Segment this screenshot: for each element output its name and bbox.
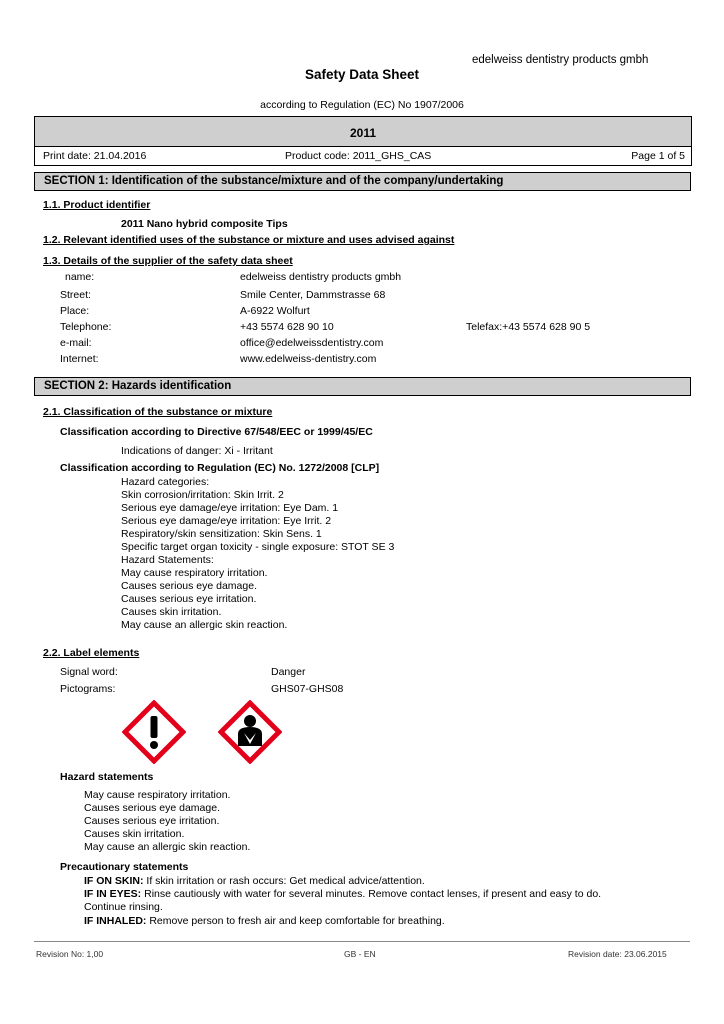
clp-line: Causes serious eye damage. [121, 580, 257, 592]
subsection-1-2: 1.2. Relevant identified uses of the substance or mixture and uses advised against [43, 234, 455, 246]
exclamation-mark-icon [122, 700, 186, 764]
precautionary-text: Continue rinsing. [84, 901, 163, 913]
health-hazard-icon [218, 700, 282, 764]
clp-line: Causes skin irritation. [121, 606, 222, 618]
precautionary-text: Rinse cautiously with water for several minutes. Remove contact lenses, if present and easy to do. [141, 888, 602, 900]
signal-word: Danger [271, 666, 306, 678]
supplier-value: +43 5574 628 90 10 [240, 321, 334, 333]
print-date: Print date: 21.04.2016 [43, 150, 147, 162]
company-name: edelweiss dentistry products gmbh [472, 54, 649, 66]
hazard-statement: Causes skin irritation. [84, 828, 185, 840]
document-title: Safety Data Sheet [304, 67, 420, 82]
clp-line: Hazard categories: [121, 476, 210, 488]
supplier-label: Street: [60, 289, 91, 301]
precautionary-statement [84, 915, 445, 927]
supplier-value: A-6922 Wolfurt [240, 305, 310, 317]
clp-line: Serious eye damage/eye irritation: Eye Irrit. 2 [121, 515, 332, 527]
clp-line: Serious eye damage/eye irritation: Eye Dam. 1 [121, 502, 339, 514]
precautionary-prefix: IF IN EYES: [84, 888, 142, 900]
precautionary-statement [84, 888, 601, 900]
subsection-1-1: 1.1. Product identifier [43, 199, 151, 211]
supplier-value: edelweiss dentistry products gmbh [240, 271, 402, 283]
section-2-header: SECTION 2: Hazards identification [34, 377, 691, 396]
product-name: 2011 Nano hybrid composite Tips [121, 218, 288, 230]
subsection-2-1: 2.1. Classification of the substance or mixture [43, 406, 273, 418]
clp-line: Specific target organ toxicity - single exposure: STOT SE 3 [121, 541, 395, 553]
subsection-1-3: 1.3. Details of the supplier of the safety data sheet [43, 255, 293, 267]
clp-line: Hazard Statements: [121, 554, 214, 566]
precautionary-statement [84, 901, 163, 913]
pictograms-label: Pictograms: [60, 683, 116, 695]
supplier-label: Place: [60, 305, 90, 317]
revision-date: Revision date: 23.06.2015 [568, 949, 667, 959]
pictograms-codes: GHS07-GHS08 [271, 683, 344, 695]
indications-of-danger: Indications of danger: Xi - Irritant [121, 445, 273, 457]
signal-word-label: Signal word: [60, 666, 118, 678]
precautionary-title: Precautionary statements [60, 861, 189, 873]
footer-divider [34, 941, 690, 942]
supplier-value: Smile Center, Dammstrasse 68 [240, 289, 386, 301]
supplier-label: e-mail: [60, 337, 92, 349]
section-1-header: SECTION 1: Identification of the substance/mixture and of the company/undertaking [34, 172, 691, 191]
product-code: Product code: 2011_GHS_CAS [285, 150, 432, 162]
hazard-statement: May cause respiratory irritation. [84, 789, 231, 801]
precautionary-statement [84, 875, 425, 887]
revision-number: Revision No: 1,00 [36, 949, 104, 959]
supplier-value: www.edelweiss-dentistry.com [240, 353, 377, 365]
regulation-line: according to Regulation (EC) No 1907/2006 [260, 99, 464, 111]
clp-classification-title: Classification according to Regulation (EC) No. 1272/2008 [CLP] [60, 462, 380, 474]
hazard-statement: Causes serious eye irritation. [84, 815, 220, 827]
language-code: GB - EN [344, 949, 376, 959]
clp-line: Respiratory/skin sensitization: Skin Sens. 1 [121, 528, 322, 540]
page-number: Page 1 of 5 [631, 150, 685, 162]
directive-classification-title: Classification according to Directive 67/548/EEC or 1999/45/EC [60, 426, 373, 438]
product-code-title: 2011 [349, 126, 377, 140]
supplier-label: Telephone: [60, 321, 112, 333]
hazard-statement: May cause an allergic skin reaction. [84, 841, 251, 853]
clp-line: Skin corrosion/irritation: Skin Irrit. 2 [121, 489, 284, 501]
supplier-label: name: [65, 271, 95, 283]
subsection-2-2: 2.2. Label elements [43, 647, 140, 659]
clp-line: May cause respiratory irritation. [121, 567, 268, 579]
precautionary-prefix: IF ON SKIN: [84, 875, 144, 887]
supplier-label: Internet: [60, 353, 99, 365]
telefax: Telefax:+43 5574 628 90 5 [466, 321, 591, 333]
precautionary-text: If skin irritation or rash occurs: Get medical advice/attention. [143, 875, 425, 887]
supplier-value: office@edelweissdentistry.com [240, 337, 384, 349]
clp-line: May cause an allergic skin reaction. [121, 619, 288, 631]
clp-line: Causes serious eye irritation. [121, 593, 257, 605]
hazard-statement: Causes serious eye damage. [84, 802, 220, 814]
hazard-statements-title: Hazard statements [60, 771, 154, 783]
precautionary-text: Remove person to fresh air and keep comfortable for breathing. [146, 915, 445, 927]
precautionary-prefix: IF INHALED: [84, 915, 147, 927]
header-box [34, 116, 692, 166]
